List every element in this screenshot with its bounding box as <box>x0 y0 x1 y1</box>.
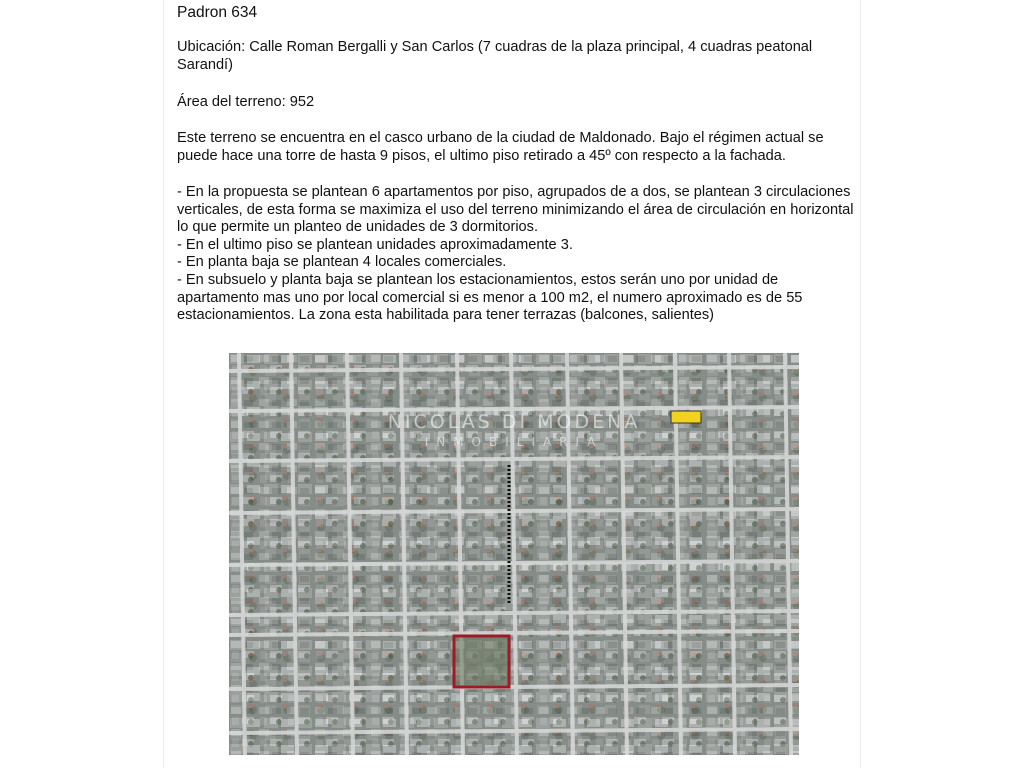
area-paragraph: Área del terreno: 952 <box>177 94 315 110</box>
parcel-fill <box>454 636 509 687</box>
list-item: - En subsuelo y planta baja se plantean los estacionamientos, estos serán uno por unidad de apartamento mas uno por local comercial si es menor a 100 m2, el numero aproximado es de 55 estacionamientos. La zona esta habilitada para tener terrazas (balcones, salientes) <box>177 271 803 324</box>
description-paragraph: Este terreno se encuentra en el casco urbano de la ciudad de Maldonado. Bajo el régimen actual se puede hace una torre de hasta 9 pisos, el ultimo piso retirado a 45º con respecto a la fachada. <box>177 130 824 164</box>
document-title: Padron 634 <box>177 4 258 21</box>
map-marker <box>671 411 701 423</box>
list-item: - En planta baja se plantean 4 locales comerciales. <box>177 254 507 271</box>
list-item: - En la propuesta se plantean 6 apartamentos por piso, agrupados de a dos, se plantean 3 circulaciones verticales, de esta forma se maximiza el uso del terreno minimizando el área de circulación en horizontal lo que permite un planteo de unidades de 3 dormitorios. <box>177 184 854 236</box>
satellite-map <box>229 353 799 755</box>
watermark-name: NICOLAS DI MODENA <box>387 411 641 433</box>
watermark-subtitle: INMOBILIARIA <box>424 435 604 449</box>
list-item: - En el ultimo piso se plantean unidades aproximadamente 3. <box>177 236 573 253</box>
proposal-list <box>177 184 857 325</box>
map-image <box>229 353 799 755</box>
location-paragraph: Ubicación: Calle Roman Bergalli y San Carlos (7 cuadras de la plaza principal, 4 cuadras peatonal Sarandí) <box>177 39 813 73</box>
